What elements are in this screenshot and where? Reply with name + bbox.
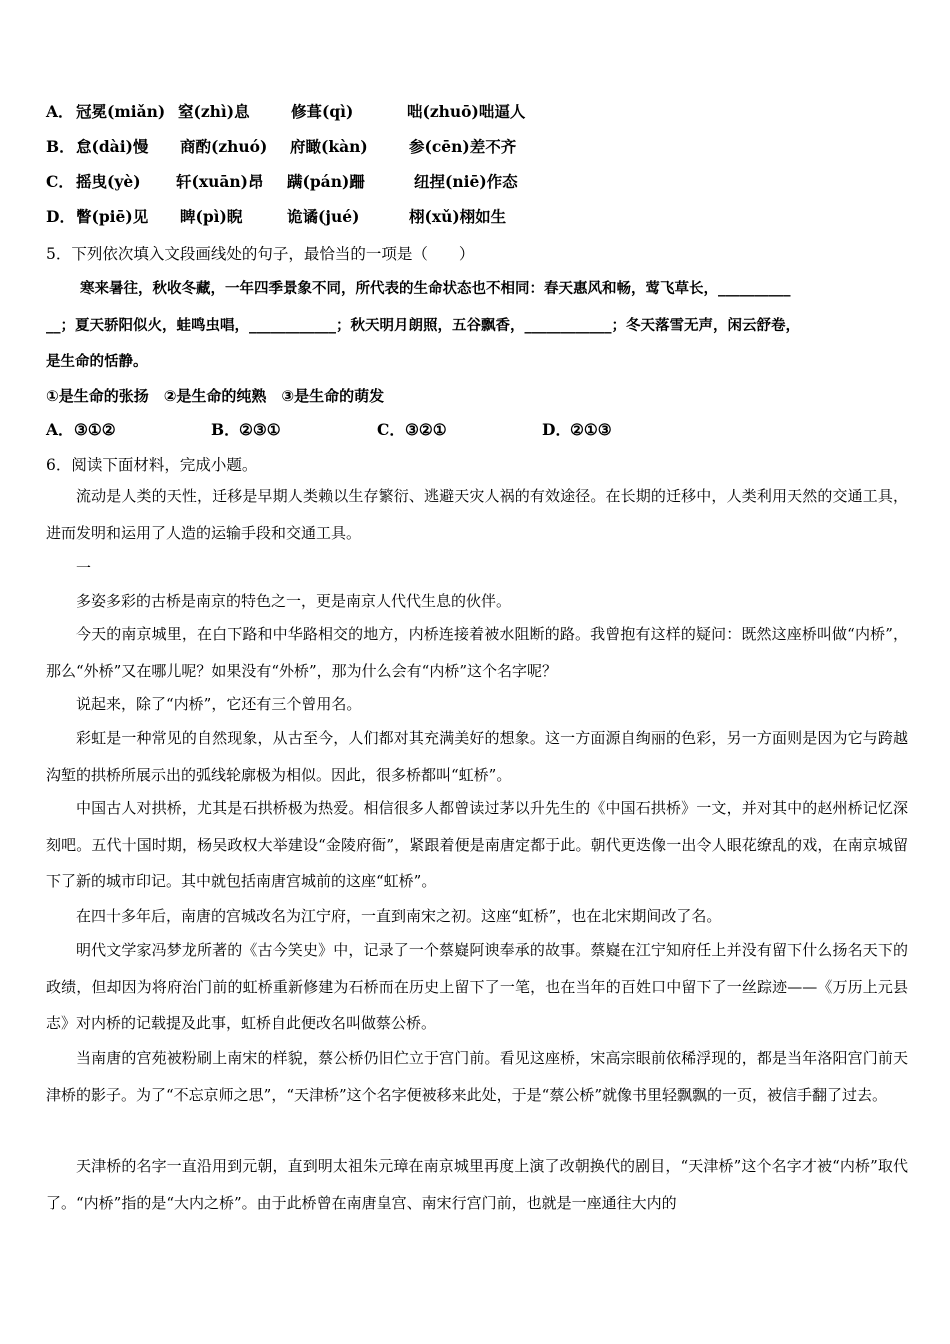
answer-text: ②③①: [239, 420, 281, 439]
option-item: 修葺(qì): [291, 102, 354, 121]
option-item: 纽捏(niē)作态: [414, 172, 518, 191]
option-item: 冠冕(miǎn): [76, 102, 166, 121]
q6-paragraph: 明代文学家冯梦龙所著的《古今笑史》中，记录了一个蔡嶷阿谀奉承的故事。蔡嶷在江宁知府任上并没有留下什么扬名天下的政绩，但却因为将府治门前的虹桥重新修建为石桥而在历史上留下了一笔，也在当年的百姓口中留下了一丝踪迹——《万历上元县志》对内桥的记载提及此事，虹桥自此便改名叫做蔡公桥。: [46, 941, 908, 1032]
answer-label: C．: [377, 420, 405, 439]
option-item: 轩(xuān)昂: [176, 172, 264, 191]
option-item: 参(cēn)差不齐: [409, 137, 517, 156]
q6-stem: 6．阅读下面材料，完成小题。: [46, 456, 258, 474]
option-item: 怠(dài)慢: [76, 137, 149, 156]
q6-paragraph: 中国古人对拱桥，尤其是石拱桥极为热爱。相信很多人都曾读过茅以升先生的《中国石拱桥》一文，并对其中的赵州桥记忆深刻吧。五代十国时期，杨吴政权大举建设“金陵府衙”，紧跟着便是南唐定都于此。朝代更迭像一出令人眼花缭乱的戏，在南京城留下了新的城市印记。其中就包括南唐宫城前的这座“虹桥”。: [46, 799, 908, 890]
option-label: A．: [46, 102, 74, 121]
option-item: 商酌(zhuó): [180, 137, 268, 156]
answer-text: ②①③: [570, 420, 612, 439]
option-item: 诡谲(jué): [287, 207, 360, 226]
option-label: B．: [46, 137, 75, 156]
option-item: 府瞰(kàn): [290, 137, 368, 156]
option-label: C．: [46, 172, 74, 191]
q6-section-number: 一: [76, 559, 92, 577]
option-item: 摇曳(yè): [76, 172, 141, 191]
q6-paragraph: 说起来，除了“内桥”，它还有三个曾用名。: [76, 695, 362, 713]
q6-paragraph: 在四十多年后，南唐的宫城改名为江宁府，一直到南宋之初。这座“虹桥”，也在北宋期间改了名。: [76, 907, 722, 925]
q6-paragraph-intro: 流动是人类的天性，迁移是早期人类赖以生存繁衍、逃避天灾人祸的有效途径。在长期的迁移中，人类利用天然的交通工具，进而发明和运用了人造的运输手段和交通工具。: [46, 487, 908, 542]
option-item: 蹒(pán)跚: [287, 172, 365, 191]
option-item: 窒(zhì)息: [178, 102, 250, 121]
option-item: 瞥(piē)见: [76, 207, 149, 226]
q6-paragraph: 今天的南京城里，在白下路和中华路相交的地方，内桥连接着被水阻断的路。我曾抱有这样的疑问：既然这座桥叫做“内桥”，那么“外桥”又在哪儿呢？如果没有“外桥”，那为什么会有“内桥”这个名字呢？: [46, 625, 908, 680]
answer-label: B．: [211, 420, 240, 439]
q6-paragraph: 天津桥的名字一直沿用到元朝，直到明太祖朱元璋在南京城里再度上演了改朝换代的剧目，“天津桥”这个名字才被“内桥”取代了。“内桥”指的是“大内之桥”。由于此桥曾在南唐皇宫、南宋行宫门前，也就是一座通往大内的: [46, 1157, 908, 1212]
q6-paragraph: 彩虹是一种常见的自然现象，从古至今，人们都对其充满美好的想象。这一方面源自绚丽的色彩，另一方面则是因为它与跨越沟堑的拱桥所展示出的弧线轮廓极为相似。因此，很多桥都叫“虹桥”。: [46, 729, 908, 784]
q5-passage-line: 是生命的恬静。: [46, 353, 148, 370]
q5-passage-line: __；夏天骄阳似火，蛙鸣虫唱，____________；秋天明月朗照，五谷飘香，____________；冬天落雪无声，闲云舒卷，: [46, 317, 800, 334]
q5-choices: ①是生命的张扬 ②是生命的纯熟 ③是生命的萌发: [46, 387, 385, 405]
q6-paragraph: 多姿多彩的古桥是南京的特色之一，更是南京人代代生息的伙伴。: [76, 592, 512, 610]
answer-text: ③①②: [74, 420, 116, 439]
q5-stem: 5．下列依次填入文段画线处的句子，最恰当的一项是（ ）: [46, 245, 475, 263]
option-item: 栩(xǔ)栩如生: [409, 207, 507, 226]
q5-passage-line: 寒来暑往，秋收冬藏，一年四季景象不同，所代表的生命状态也不相同：春天惠风和畅，莺飞草长，__________: [80, 280, 791, 297]
answer-label: D．: [542, 420, 571, 439]
answer-label: A．: [46, 420, 74, 439]
answer-text: ③②①: [405, 420, 447, 439]
option-item: 睥(pì)睨: [180, 207, 243, 226]
q6-paragraph: 当南唐的宫苑被粉刷上南宋的样貌，蔡公桥仍旧伫立于宫门前。看见这座桥，宋高宗眼前依稀浮现的，都是当年洛阳宫门前天津桥的影子。为了“不忘京师之思”，“天津桥”这个名字便被移来此处，于是“蔡公桥”就像书里轻飘飘的一页，被信手翻了过去。: [46, 1049, 908, 1104]
option-item: 咄(zhuō)咄逼人: [407, 102, 526, 121]
option-label: D．: [46, 207, 75, 226]
